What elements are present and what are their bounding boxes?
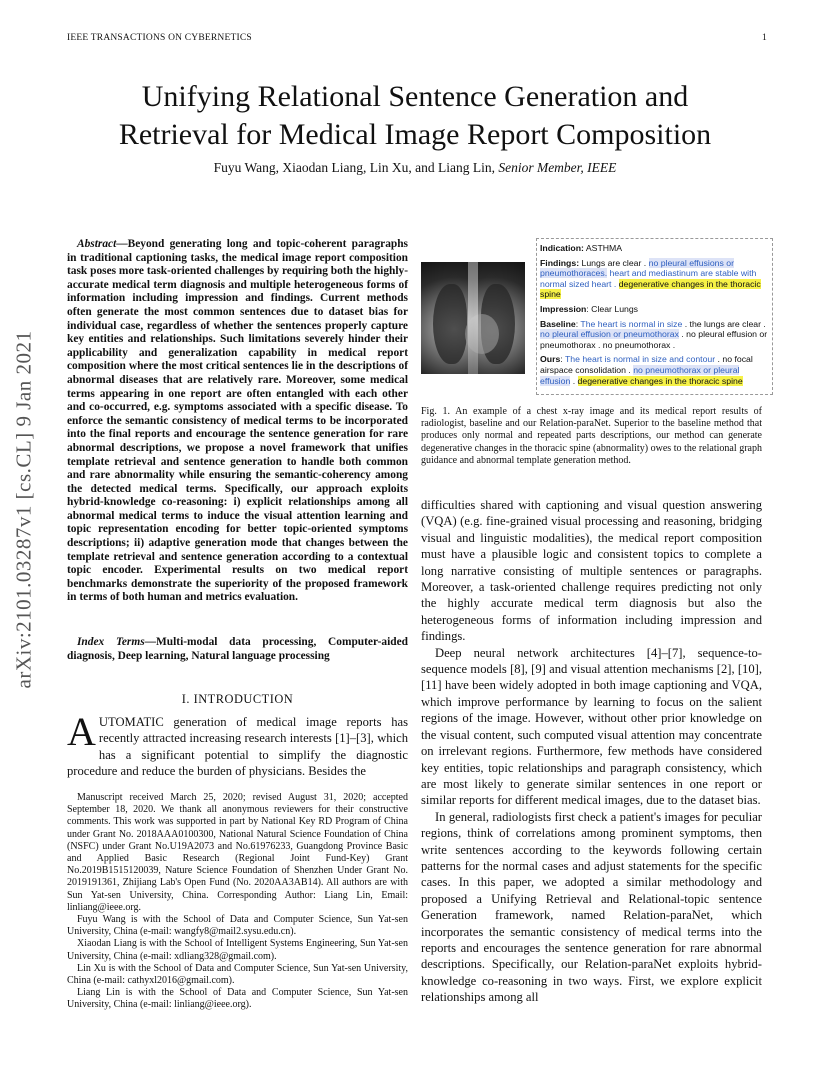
figure-report-box [536,238,773,395]
drop-cap: A [67,709,96,754]
footnote-author-2: Xiaodan Liang is with the School of Intelligent Systems Engineering, Sun Yat-sen University, China (e-mail: xdliang328@gmail.com). [67,938,408,962]
footnote-author-1: Fuyu Wang is with the School of Data and Computer Science, Sun Yat-sen University, China (e-mail: wangfy8@mail2.sysu.edu.cn). [67,914,408,938]
footnote-author-3: Lin Xu is with the School of Data and Computer Science, Sun Yat-sen University, China (e-mail: cathyxl2016@gmail.com). [67,962,408,987]
figure-indication: Indication: ASTHMA [540,243,623,253]
page-number: 1 [762,33,767,43]
index-terms-label: Index Terms [77,636,145,648]
right-column-body [421,497,762,1006]
figure-impression: Impression: Clear Lungs [540,303,639,314]
author-suffix: Senior Member, IEEE [498,160,617,175]
running-header [67,33,767,43]
footnotes [67,792,408,1012]
paper-title [60,78,770,154]
figure-caption: Fig. 1. An example of a chest x-ray image and its medical report results of radiologist, baseline and our Relation-paraNet. Superior to the baseline method that produces only normal and repeated parts descriptions, our method can generate degenerative changes in the thoracic spine (abnormality) owes to the relational graph guidance and abnormal template generation method. [421,406,762,466]
body-paragraph-2: Deep neural network architectures [4]–[7], sequence-to-sequence models [8], [9] and visual attention mechanisms [2], [10], [11] have been widely adopted in both image captioning and VQA, which improve performance by learning to focus on the salient regions of the image. However, without other prior knowledge on the visual content, such computed visual attention may concentrate on irrelevant regions. Furthermore, few methods have considered key entities, topic relationships and paragraph consistency, which are most likely to generate similar sentences in one report or similar reports for different medical images, due to the dataset bias. [421,645,762,808]
title-line-1: Unifying Relational Sentence Generation and [141,80,689,113]
arxiv-stamp: arXiv:2101.03287v1 [cs.CL] 9 Jan 2021 [11,330,36,689]
intro-paragraph [67,709,408,780]
section-heading: I. INTRODUCTION [181,692,294,706]
xray-left-lung [433,284,467,364]
abstract-label: Abstract [77,238,117,250]
index-terms [67,636,408,663]
abstract-text: —Beyond generating long and topic-coherent paragraphs in traditional captioning tasks, the medical image report composition task poses more task-oriented challenges by requiring both the highly-accurate medical term diagnosis and multiple heterogeneous forms of information including impression and findings. Current methods often generate the most common sentences due to dataset bias for individual case, regardless of whether the sentences properly capture key entities and relationships. Such limitations severely hinder their applicability and generalization capability in medical report composition where the most critical sentences lie in the descriptions of abnormal diseases that are relatively rare. Moreover, some medical terms appearing in one report are often entangled with each other and co-occurred, e.g. symptoms associated with a specific disease. To enforce the semantic consistency of medical terms to be incorporated into the final reports and encourage the sentence generation for rare abnormal descriptions, we propose a novel framework that unifies template retrieval and sentence generation to handle both common and rare abnormality while ensuring the semantic-coherency among the detected medical terms. Specifically, our approach exploits hybrid-knowledge co-reasoning: i) explicit relationships among all abnormal medical terms to induce the visual attention learning and topic representation encoding for better topic-oriented symptoms descriptions; ii) adaptive generation mode that changes between the template retrieval and sentence generation according to a contextual topic encoder. Experimental results on two medical report benchmarks demonstrate the superiority of the proposed framework in terms of both human and metrics evaluation. [67,238,409,604]
journal-name: IEEE TRANSACTIONS ON CYBERNETICS [67,33,252,43]
figure-ours: Ours: The heart is normal in size and contour . no focal airspace consolidation . no pneumothorax or pleural effusion . degenerative changes in the thoracic spine [540,354,753,386]
abstract [67,238,408,605]
footnote-manuscript: Manuscript received March 25, 2020; revised August 31, 2020; accepted September 18, 2020. We thank all anonymous reviewers for their constructive comments. This work was supported in part by National Key RD Program of China under Grant No. 2018AAA0100300, National Natural Science Foundation of China (NSFC) under Grant No.U19A2073 and No.61976233, Guangdong Province Basic and Applied Basic Research (Regional Joint Fund-Key) Grant No.2019B1515120039, Nature Science Foundation of Shenzhen Under Grant No. 2019191361, Zhijiang Lab's Open Fund (No. 2020AA3AB14). All authors are with Sun Yat-sen University, China. Corresponding Author: Liang Lin, Email: linliang@ieee.org. [67,792,408,913]
title-line-2: Retrieval for Medical Image Report Composition [118,118,712,151]
footnote-author-4: Liang Lin is with the School of Data and Computer Science, Sun Yat-sen University, China (e-mail: linliang@ieee.org). [67,987,408,1011]
xray-spine [468,262,478,374]
figure-findings: Findings: Lungs are clear . no pleural effusions or pneumothoraces. heart and mediastinum are stable with normal sized heart . degenerative changes in the thoracic spine [540,257,761,300]
author-list [60,160,770,176]
intro-text: UTOMATIC generation of medical image reports has recently attracted increasing research interests [1]–[3], which has a significant potential to simplify the diagnostic procedure and reduce the burden of physicians. Besides the [67,715,408,779]
figure-baseline: Baseline: The heart is normal in size . the lungs are clear . no pleural effusion or pneumothorax . no pleural effusion or pneumothorax . no pneumothorax . [540,318,768,350]
body-paragraph-1: difficulties shared with captioning and visual question answering (VQA) (e.g. fine-grained visual processing and reasoning, bridging visual and linguistic modalities), the medical report composition must have a plausible logic and consistent topics to complete a long narrative consisting of multiple sentences or paragraphs. Moreover, a task-oriented challenge requires predicting not only the highly accurate medical term diagnosis but also the heterogeneous forms of information including impression and findings. [421,498,762,644]
body-paragraph-3: In general, radiologists first check a patient's images for peculiar regions, think of correlations among prominent symptoms, then write sentences according to the keywords following certain patterns for the normal cases and adjust statements for the specific cases. In this paper, we adopted a similar methodology and proposed a Unifying Retrieval and Relational-topic sentence Generation framework, named Relation-paraNet, which incorporates the semantic consistency of medical terms into the reports and encourages the sentence generation for rare abnormal descriptions. Specifically, our Relation-paraNet exploits hybrid-knowledge co-reasoning in two ways. First, we explore explicit relationships among all [421,809,762,1005]
index-terms-text: —Multi-modal data processing, Computer-aided diagnosis, Deep learning, Natural language processing [67,636,408,662]
chest-xray-image [421,262,525,374]
author-names: Fuyu Wang, Xiaodan Liang, Lin Xu, and Liang Lin, [213,160,495,175]
